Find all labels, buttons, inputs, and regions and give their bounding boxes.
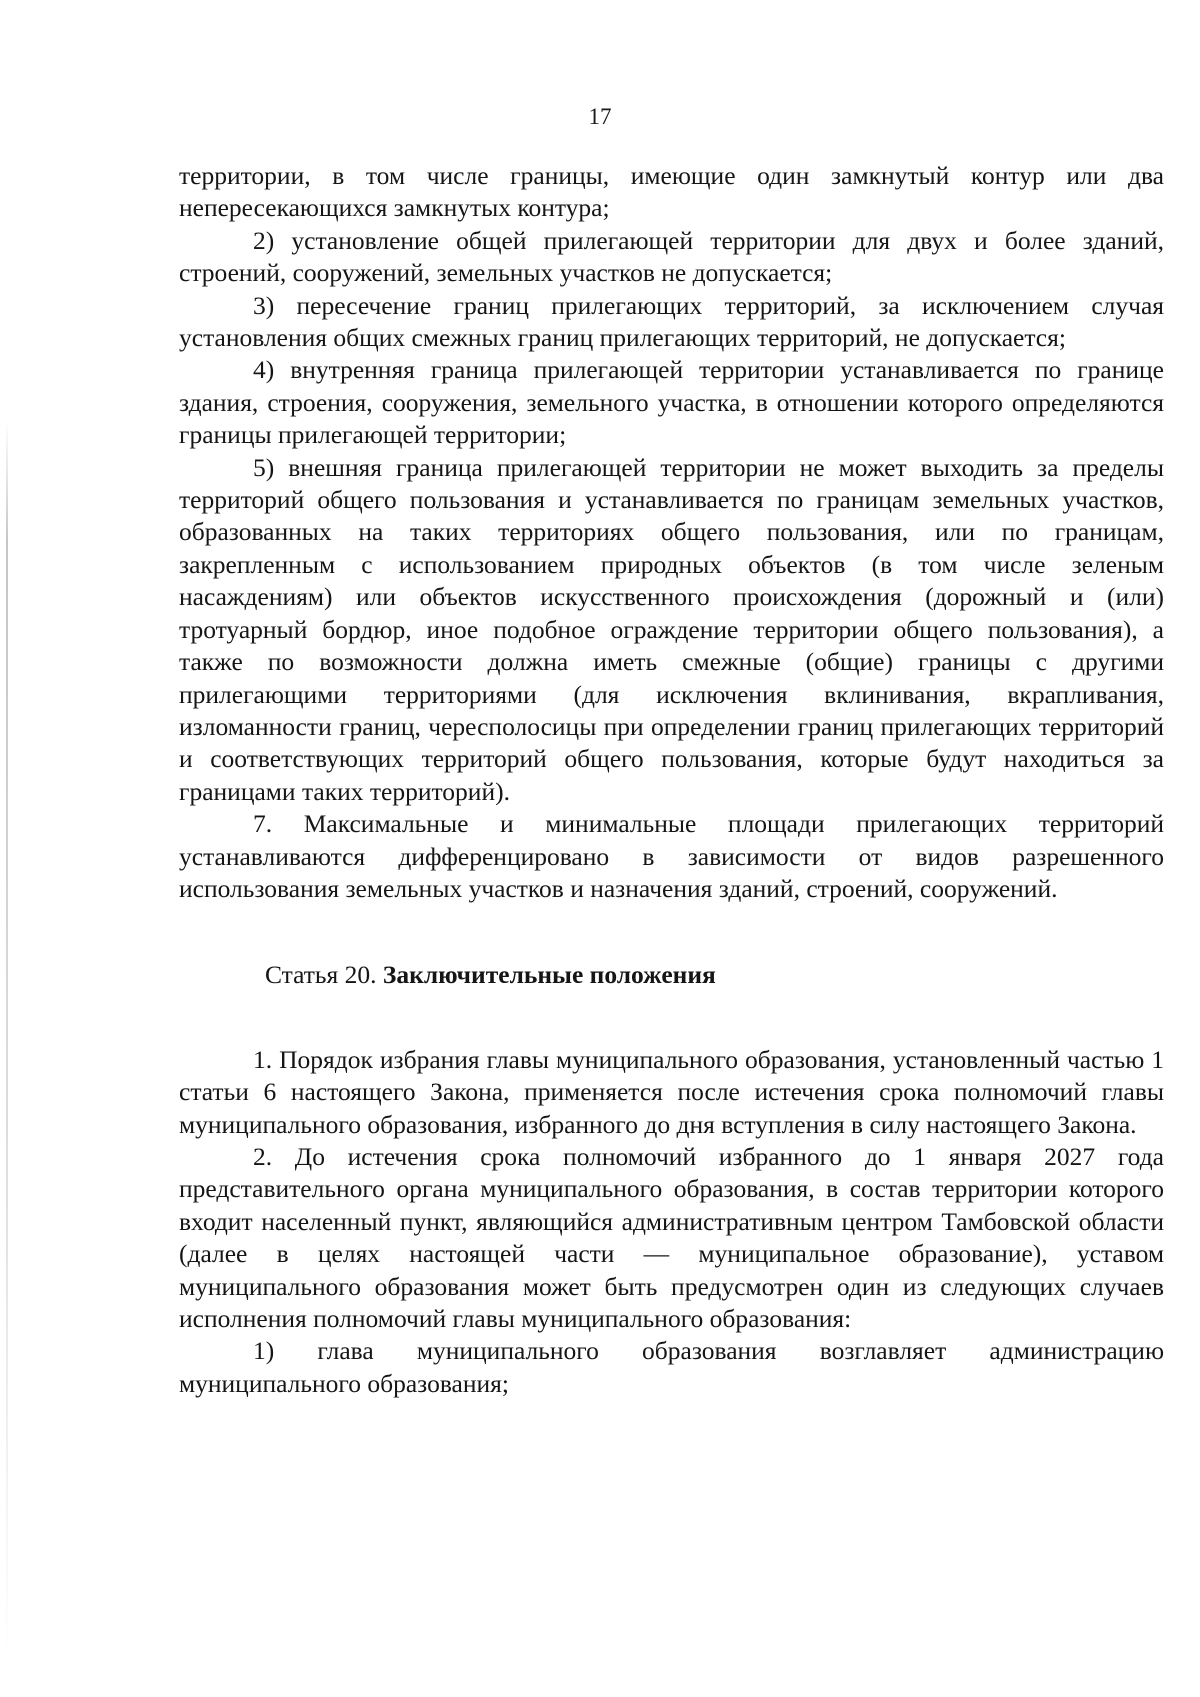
list-item-3: 3) пересечение границ прилегающих территорий, за исключением случая установления общих смежных границ прилегающих территорий, не допускается;: [179, 290, 1164, 353]
list-item-4: 4) внутренняя граница прилегающей территории устанавливается по границе здания, строения, сооружения, земельного участка, в отношении которого определяются границы прилегающей территории;: [179, 355, 1164, 450]
clause-7: 7. Максимальные и минимальные площади прилегающих территорий устанавливаются дифференцировано в зависимости от видов разрешенного использования земельных участков и назначения зданий, строений, сооружений.: [179, 809, 1164, 903]
list-item-5: 5) внешняя граница прилегающей территории не может выходить за пределы территорий общего пользования и устанавливается по границам земельных участков, образованных на таких территориях общего пользования, или по границам, закрепленным с использованием природных объектов (в том числе зеленым насаждениям) или объектов искусственного происхождения (дорожный и (или) тротуарный бордюр, иное подобное ограждение территории общего пользования), а также по возможности должна иметь смежные (общие) границы с другими прилегающими территориями (для исключения вклинивания, вкрапливания, изломанности границ, чересполосицы при определении границ прилегающих территорий и соответствующих территорий общего пользования, которые будут находиться за границами таких территорий).: [179, 452, 1164, 806]
list-item-2: 2) установление общей прилегающей территории для двух и более зданий, строений, сооружений, земельных участков не допускается;: [179, 225, 1164, 288]
paragraph-continuation: территории, в том числе границы, имеющие один замкнутый контур или два непересекающихся замкнутых контура;: [179, 161, 1164, 223]
page-number: 17: [588, 104, 612, 129]
clause-2: 2. До истечения срока полномочий избранного до 1 января 2027 года представительного органа муниципального образования, в состав территории которого входит населенный пункт, являющийся административным центром Тамбовской области (далее в целях настоящей части — муниципальное образование), уставом муниципального образования может быть предусмотрен один из следующих случаев исполнения полномочий главы муниципального образования:: [179, 1141, 1164, 1333]
document-body: [179, 160, 1164, 1400]
article-heading: [179, 959, 1164, 991]
scan-edge-shadow: [6, 420, 8, 1660]
list-item-1: 1) глава муниципального образования возглавляет администрацию муниципального образования;: [179, 1336, 1164, 1398]
clause-1: 1. Порядок избрания главы муниципального образования, установленный частью 1 статьи 6 настоящего Закона, применяется после истечения срока полномочий главы муниципального образования, избранного до дня вступления в силу настоящего Закона.: [179, 1044, 1164, 1139]
article-title: Заключительные положения: [382, 960, 716, 990]
article-number: Статья 20.: [265, 960, 383, 990]
